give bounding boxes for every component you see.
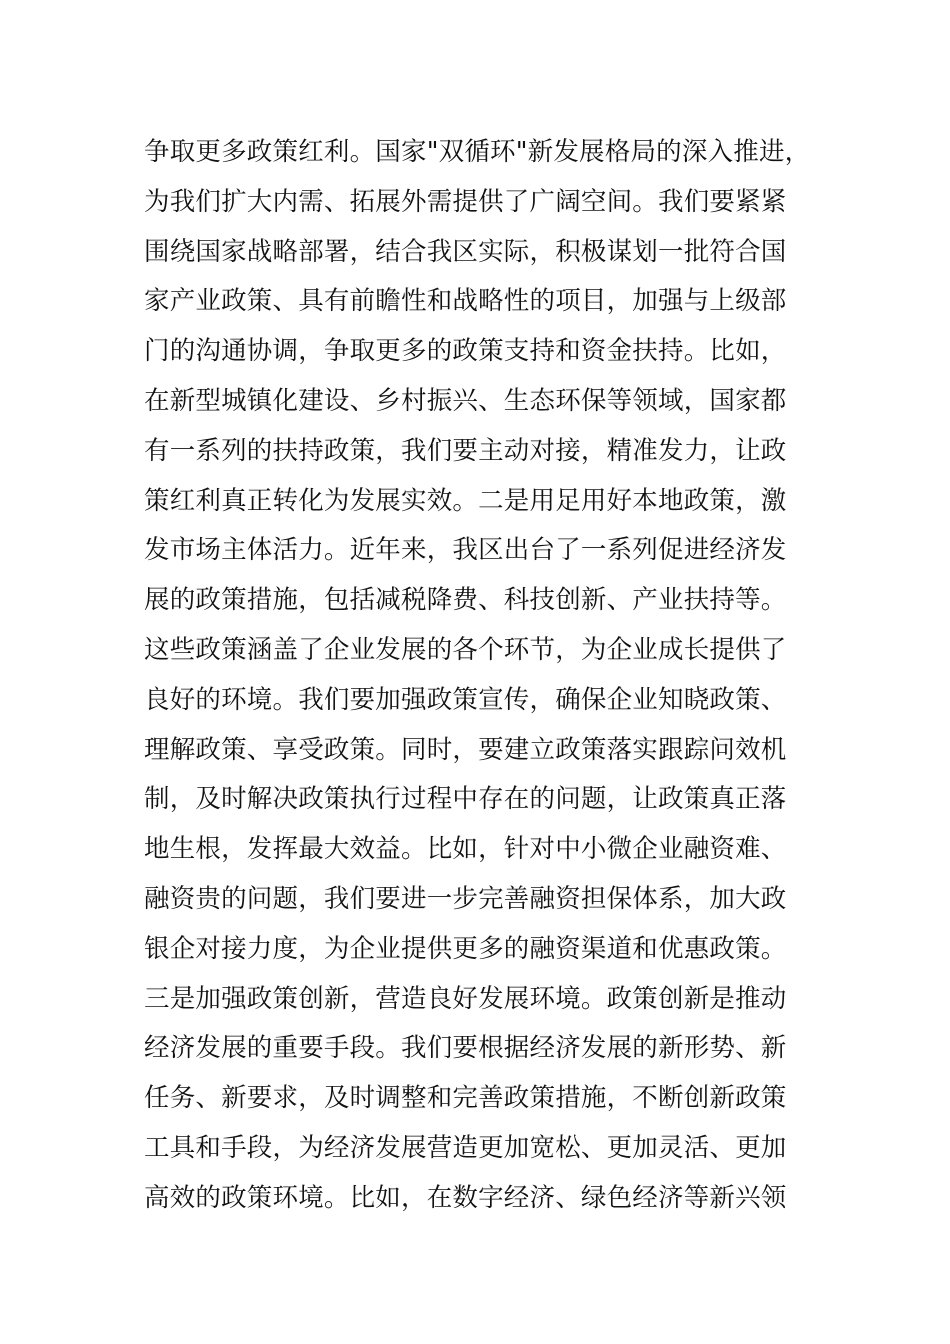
- text-line-1: 争取更多政策红利。国家"双循环"新发展格局的深入推进，: [144, 137, 811, 167]
- text-line-20: 任务、新要求，及时调整和完善政策措施，不断创新政策: [144, 1083, 787, 1114]
- text-line-17: 银企对接力度，为企业提供更多的融资渠道和优惠政策。: [144, 933, 787, 964]
- text-line-2: 为我们扩大内需、拓展外需提供了广阔空间。我们要紧紧: [144, 186, 787, 217]
- body-text: [144, 128, 809, 1224]
- text-line-16: 融资贵的问题，我们要进一步完善融资担保体系，加大政: [144, 883, 787, 914]
- text-line-8: 策红利真正转化为发展实效。二是用足用好本地政策，激: [144, 485, 787, 516]
- text-line-6: 在新型城镇化建设、乡村振兴、生态环保等领域，国家都: [144, 385, 787, 416]
- text-line-22: 高效的政策环境。比如，在数字经济、绿色经济等新兴领: [144, 1182, 787, 1213]
- text-line-9: 发市场主体活力。近年来，我区出台了一系列促进经济发: [144, 535, 787, 566]
- text-line-5: 门的沟通协调，争取更多的政策支持和资金扶持。比如，: [144, 336, 787, 367]
- text-line-14: 制，及时解决政策执行过程中存在的问题，让政策真正落: [144, 784, 787, 815]
- text-line-13: 理解政策、享受政策。同时，要建立政策落实跟踪问效机: [144, 734, 787, 765]
- text-line-4: 家产业政策、具有前瞻性和战略性的项目，加强与上级部: [144, 286, 787, 317]
- text-line-11: 这些政策涵盖了企业发展的各个环节，为企业成长提供了: [144, 634, 787, 665]
- text-line-7: 有一系列的扶持政策，我们要主动对接，精准发力，让政: [144, 435, 787, 466]
- text-line-10: 展的政策措施，包括减税降费、科技创新、产业扶持等。: [144, 585, 787, 616]
- text-line-18: 三是加强政策创新，营造良好发展环境。政策创新是推动: [144, 983, 787, 1014]
- text-line-19: 经济发展的重要手段。我们要根据经济发展的新形势、新: [144, 1033, 787, 1064]
- text-line-15: 地生根，发挥最大效益。比如，针对中小微企业融资难、: [144, 834, 787, 865]
- text-line-3: 围绕国家战略部署，结合我区实际，积极谋划一批符合国: [144, 236, 787, 267]
- text-line-12: 良好的环境。我们要加强政策宣传，确保企业知晓政策、: [144, 684, 787, 715]
- text-line-21: 工具和手段，为经济发展营造更加宽松、更加灵活、更加: [144, 1132, 787, 1163]
